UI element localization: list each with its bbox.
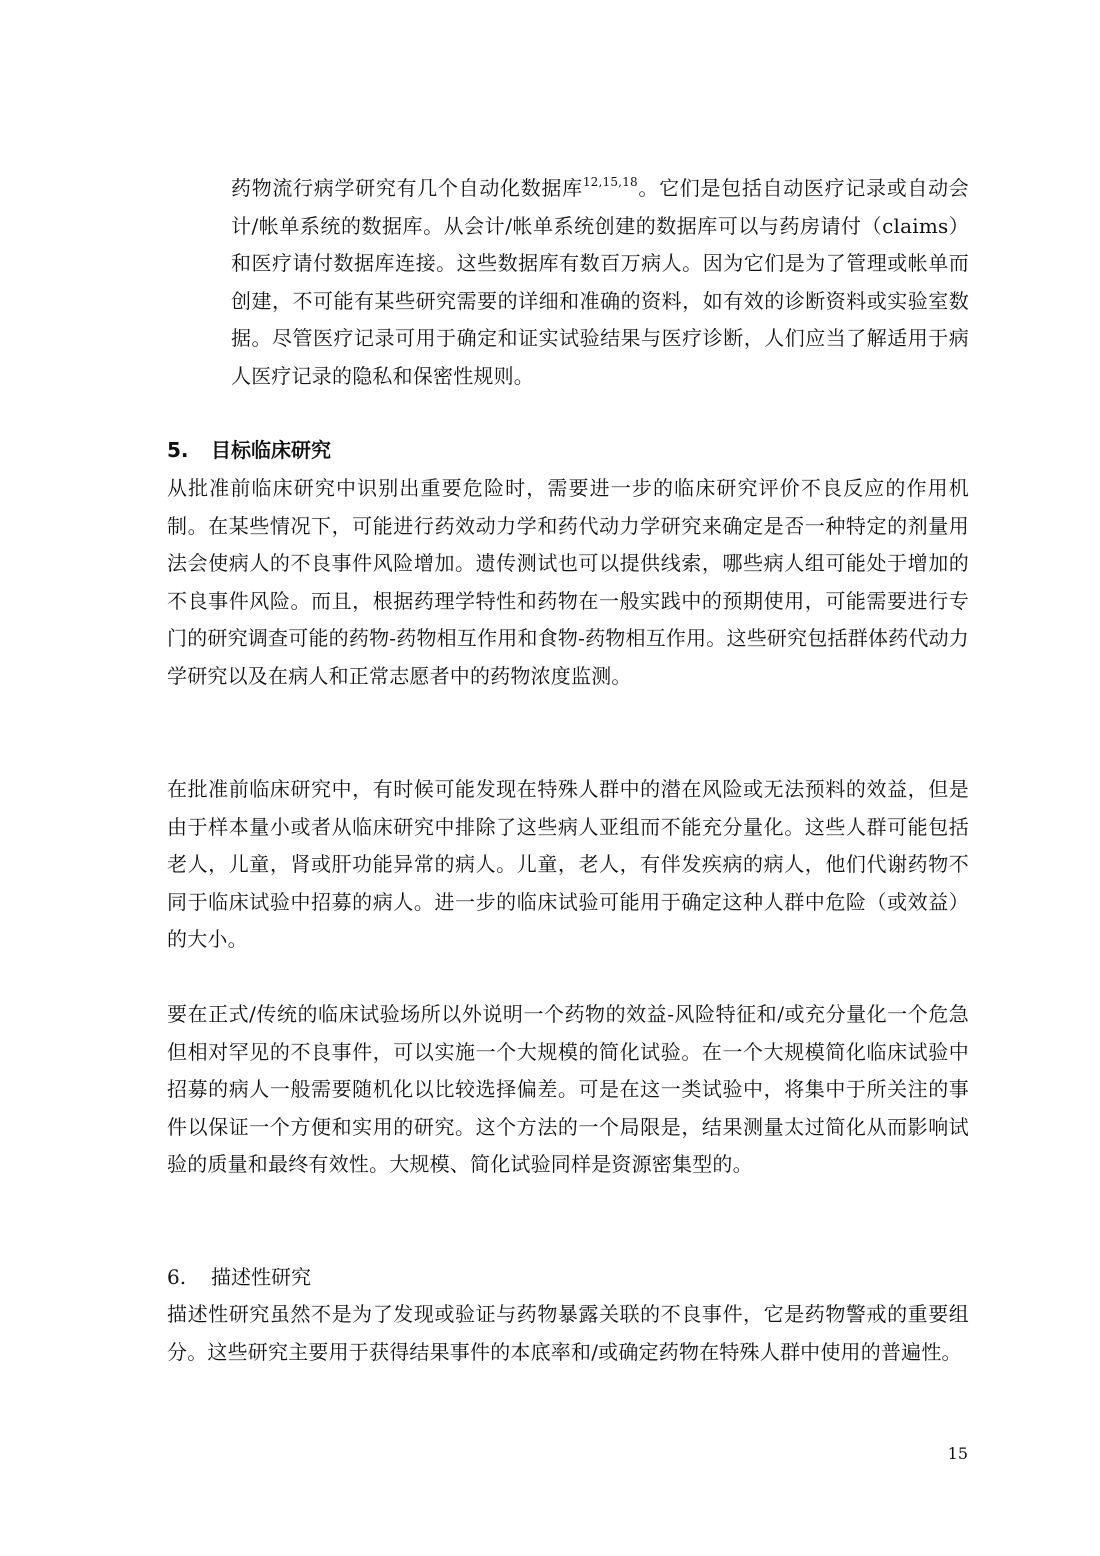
- page-number: 15: [947, 1444, 968, 1463]
- section-5-paragraph-3: 要在正式/传统的临床试验场所以外说明一个药物的效益-风险特征和/或充分量化一个危急但相对罕见的不良事件，可以实施一个大规模的简化试验。在一个大规模简化临床试验中招募的病人一般需要随机化以比较选择偏差。可是在这一类试验中，将集中于所关注的事件以保证一个方便和实用的研究。这个方法的一个局限是，结果测量太过简化从而影响试验的质量和最终有效性。大规模、简化试验同样是资源密集型的。: [167, 1002, 969, 1176]
- intro-text-before-ref: 药物流行病学研究有几个自动化数据库: [231, 176, 583, 200]
- section-6-title: 描述性研究: [211, 1265, 311, 1289]
- section-5-heading: [167, 432, 331, 470]
- section-6-number: 6.: [167, 1265, 187, 1289]
- intro-text-after-ref: 。它们是包括自动医疗记录或自动会计/帐单系统的数据库。从会计/帐单系统创建的数据库可以与药房请付（claims）和医疗请付数据库连接。这些数据库有数百万病人。因为它们是为了管理或帐单而创建，不可能有某些研究需要的详细和准确的资料，如有效的诊断资料或实验室数据。尽管医疗记录可用于确定和证实试验结果与医疗诊断，人们应当了解适用于病人医疗记录的隐私和保密性规则。: [231, 176, 969, 388]
- section-6-heading: [167, 1259, 311, 1297]
- section-6-paragraph-1: 描述性研究虽然不是为了发现或验证与药物暴露关联的不良事件，它是药物警戒的重要组分。这些研究主要用于获得结果事件的本底率和/或确定药物在特殊人群中使用的普遍性。: [167, 1302, 969, 1364]
- section-5-paragraph-2: 在批准前临床研究中，有时候可能发现在特殊人群中的潜在风险或无法预料的效益，但是由于样本量小或者从临床研究中排除了这些病人亚组而不能充分量化。这些人群可能包括老人，儿童，肾或肝功能异常的病人。儿童，老人，有伴发疾病的病人，他们代谢药物不同于临床试验中招募的病人。进一步的临床试验可能用于确定这种人群中危险（或效益）的大小。: [167, 777, 969, 951]
- intro-paragraph: [231, 170, 969, 395]
- section-5-paragraph-1: 从批准前临床研究中识别出重要危险时，需要进一步的临床研究评价不良反应的作用机制。在某些情况下，可能进行药效动力学和药代动力学研究来确定是否一种特定的剂量用法会使病人的不良事件风险增加。遗传测试也可以提供线索，哪些病人组可能处于增加的不良事件风险。而且，根据药理学特性和药物在一般实践中的预期使用，可能需要进行专门的研究调查可能的药物-药物相互作用和食物-药物相互作用。这些研究包括群体药代动力学研究以及在病人和正常志愿者中的药物浓度监测。: [167, 476, 969, 688]
- section-5-title: 目标临床研究: [211, 438, 331, 462]
- section-5-number: 5.: [167, 438, 189, 462]
- citation-superscript: 12,15,18: [582, 175, 638, 189]
